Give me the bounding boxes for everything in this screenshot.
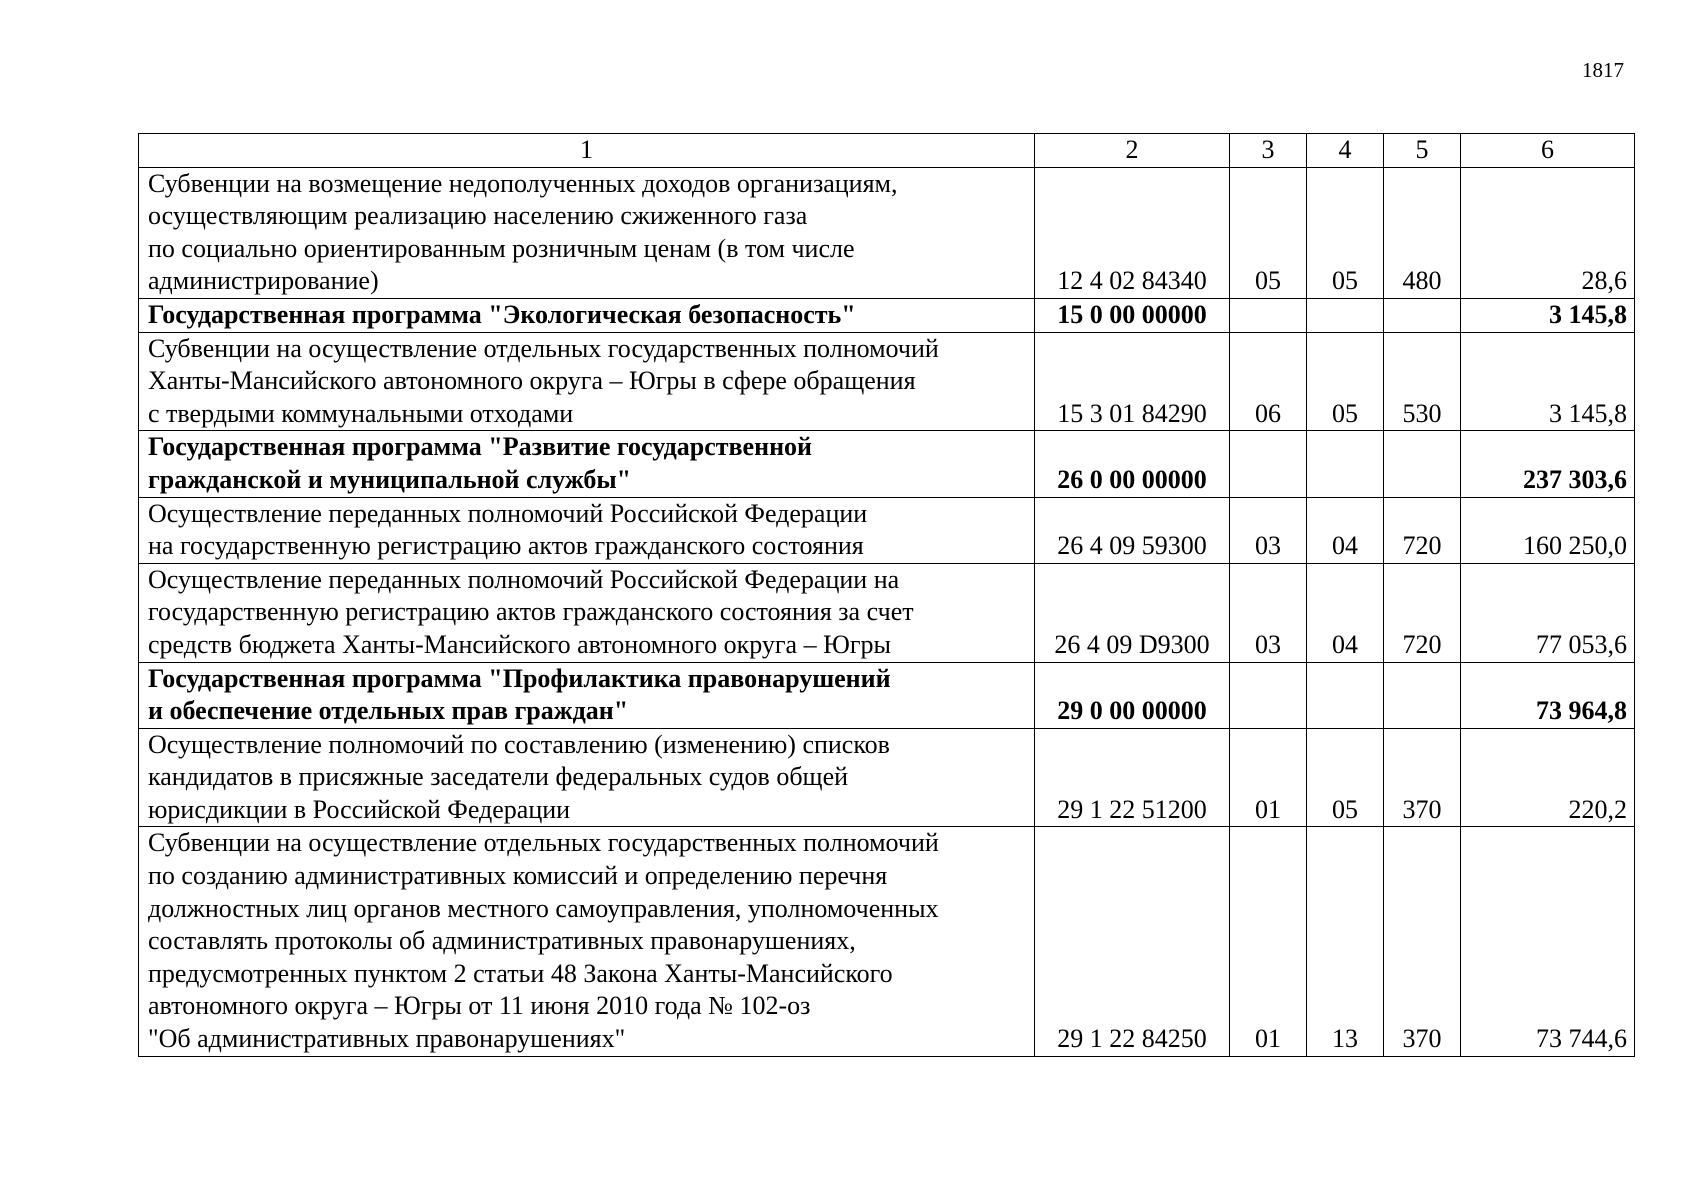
row-code-cell: 29 1 22 51200 [1035,728,1230,827]
row-name-line: гражданской и муниципальной службы" [148,464,632,494]
row-section-cell: 01 [1230,827,1307,1056]
row-subsection-cell: 05 [1307,728,1384,827]
row-name-line: "Об административных правонарушениях" [148,1024,626,1054]
table-row [139,332,1635,431]
row-section-cell [1230,431,1307,497]
row-name-line: средств бюджета Ханты-Мансийского автономного округа – Югры [148,629,891,659]
header-cell-5: 5 [1384,134,1461,168]
row-section-cell: 01 [1230,728,1307,827]
row-name-line: составлять протоколы об административных правонарушениях, [148,926,856,956]
row-name-line: Государственная программа "Экологическая безопасность" [148,299,856,329]
row-name-cell [139,728,1035,827]
row-amount-cell: 220,2 [1461,728,1635,827]
row-amount-cell: 77 053,6 [1461,563,1635,662]
row-name-cell [139,298,1035,332]
row-amount-cell: 28,6 [1461,167,1635,298]
table-row [139,728,1635,827]
row-name-line: с твердыми коммунальными отходами [148,398,574,428]
row-name-line: осуществляющим реализацию населению сжиженного газа [148,201,808,231]
row-section-cell: 05 [1230,167,1307,298]
row-amount-cell: 73 744,6 [1461,827,1635,1056]
row-code-cell: 15 3 01 84290 [1035,332,1230,431]
row-expense-type-cell [1384,298,1461,332]
row-expense-type-cell: 720 [1384,563,1461,662]
row-expense-type-cell: 530 [1384,332,1461,431]
row-name-line: предусмотренных пунктом 2 статьи 48 Закона Ханты-Мансийского [148,958,893,988]
row-amount-cell: 160 250,0 [1461,497,1635,563]
header-cell-1: 1 [139,134,1035,168]
row-name-cell [139,497,1035,563]
row-name-cell [139,827,1035,1056]
row-amount-cell: 3 145,8 [1461,298,1635,332]
row-name-line: должностных лиц органов местного самоуправления, уполномоченных [148,893,939,923]
row-section-cell: 06 [1230,332,1307,431]
row-name-line: Ханты-Мансийского автономного округа – Югры в сфере обращения [148,366,916,396]
row-subsection-cell: 05 [1307,167,1384,298]
row-subsection-cell: 05 [1307,332,1384,431]
row-name-line: Субвенции на осуществление отдельных государственных полномочий [148,828,939,858]
row-name-line: юрисдикции в Российской Федерации [148,794,571,824]
page-number: 1817 [1582,58,1624,82]
row-name-cell [139,332,1035,431]
row-code-cell: 26 4 09 D9300 [1035,563,1230,662]
row-name-line: Субвенции на осуществление отдельных государственных полномочий [148,333,939,363]
row-name-line: государственную регистрацию актов гражданского состояния за счет [148,597,914,627]
row-name-line: Осуществление полномочий по составлению (изменению) списков [148,729,890,759]
table-row [139,662,1635,728]
table-row [139,563,1635,662]
table-row [139,167,1635,298]
row-section-cell [1230,298,1307,332]
row-expense-type-cell [1384,662,1461,728]
table-body [139,134,1635,1057]
header-cell-6: 6 [1461,134,1635,168]
row-code-cell: 26 0 00 00000 [1035,431,1230,497]
row-name-line: Осуществление переданных полномочий Российской Федерации на [148,564,900,594]
row-name-line: администрирование) [148,266,379,296]
header-cell-2: 2 [1035,134,1230,168]
table-row [139,827,1635,1056]
row-name-cell [139,563,1035,662]
row-amount-cell: 3 145,8 [1461,332,1635,431]
row-subsection-cell: 04 [1307,497,1384,563]
row-code-cell: 29 1 22 84250 [1035,827,1230,1056]
row-subsection-cell [1307,298,1384,332]
row-section-cell: 03 [1230,563,1307,662]
row-code-cell: 26 4 09 59300 [1035,497,1230,563]
row-name-line: по созданию административных комиссий и определению перечня [148,861,888,891]
row-expense-type-cell: 480 [1384,167,1461,298]
row-name-line: кандидатов в присяжные заседатели федеральных судов общей [148,762,849,792]
header-cell-4: 4 [1307,134,1384,168]
table-row [139,431,1635,497]
row-subsection-cell: 13 [1307,827,1384,1056]
row-name-line: автономного округа – Югры от 11 июня 2010 года № 102-оз [148,991,811,1021]
row-name-cell [139,431,1035,497]
row-subsection-cell [1307,431,1384,497]
row-name-line: Субвенции на возмещение недополученных доходов организациям, [148,168,898,198]
row-expense-type-cell: 720 [1384,497,1461,563]
row-expense-type-cell: 370 [1384,728,1461,827]
row-name-cell [139,167,1035,298]
row-name-line: на государственную регистрацию актов гражданского состояния [148,531,864,561]
row-name-line: Государственная программа "Развитие государственной [148,432,813,462]
row-name-line: по социально ориентированным розничным ценам (в том числе [148,233,855,263]
row-expense-type-cell: 370 [1384,827,1461,1056]
row-amount-cell: 73 964,8 [1461,662,1635,728]
row-section-cell [1230,662,1307,728]
row-name-line: Государственная программа "Профилактика правонарушений [148,663,891,693]
row-name-cell [139,662,1035,728]
row-code-cell: 15 0 00 00000 [1035,298,1230,332]
row-subsection-cell [1307,662,1384,728]
row-code-cell: 12 4 02 84340 [1035,167,1230,298]
row-amount-cell: 237 303,6 [1461,431,1635,497]
row-expense-type-cell [1384,431,1461,497]
table-row [139,298,1635,332]
table-row [139,497,1635,563]
row-name-line: Осуществление переданных полномочий Российской Федерации [148,498,868,528]
row-code-cell: 29 0 00 00000 [1035,662,1230,728]
budget-table [138,133,1635,1057]
header-cell-3: 3 [1230,134,1307,168]
row-subsection-cell: 04 [1307,563,1384,662]
table-header-row [139,134,1635,168]
row-name-line: и обеспечение отдельных прав граждан" [148,696,629,726]
row-section-cell: 03 [1230,497,1307,563]
